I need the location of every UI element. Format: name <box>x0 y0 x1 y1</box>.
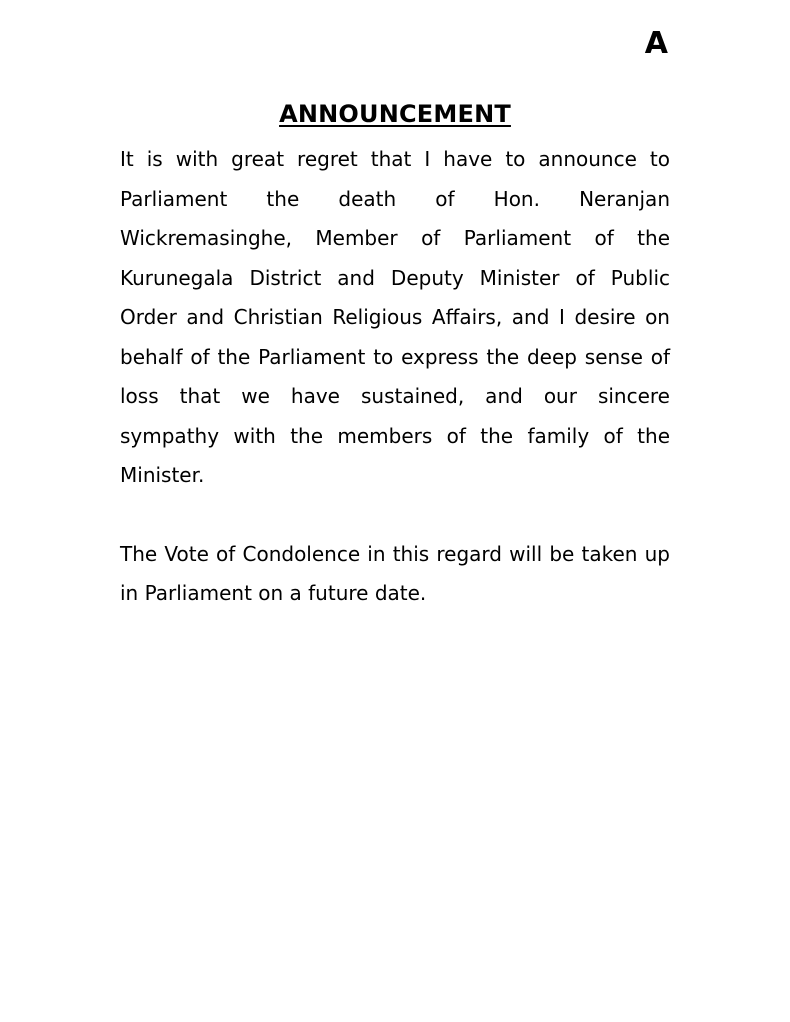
condolence-paragraph: The Vote of Condolence in this regard will be taken up in Parliament on a future date. <box>120 541 670 605</box>
page-title: ANNOUNCEMENT <box>279 100 511 128</box>
announcement-paragraph: It is with great regret that I have to announce to Parliament the death of Hon. Neranjan Wickremasinghe, Member of Parliament of the Kurunegala District and Deputy Minister of Public Order and Christian Religious Affairs, and I desire on behalf of the Parliament to express the deep sense of loss that we have sustained, and our sincere sympathy with the members of the family of the Minister. <box>120 147 670 487</box>
announcement-body <box>120 140 670 614</box>
page-marker: A <box>644 26 668 61</box>
